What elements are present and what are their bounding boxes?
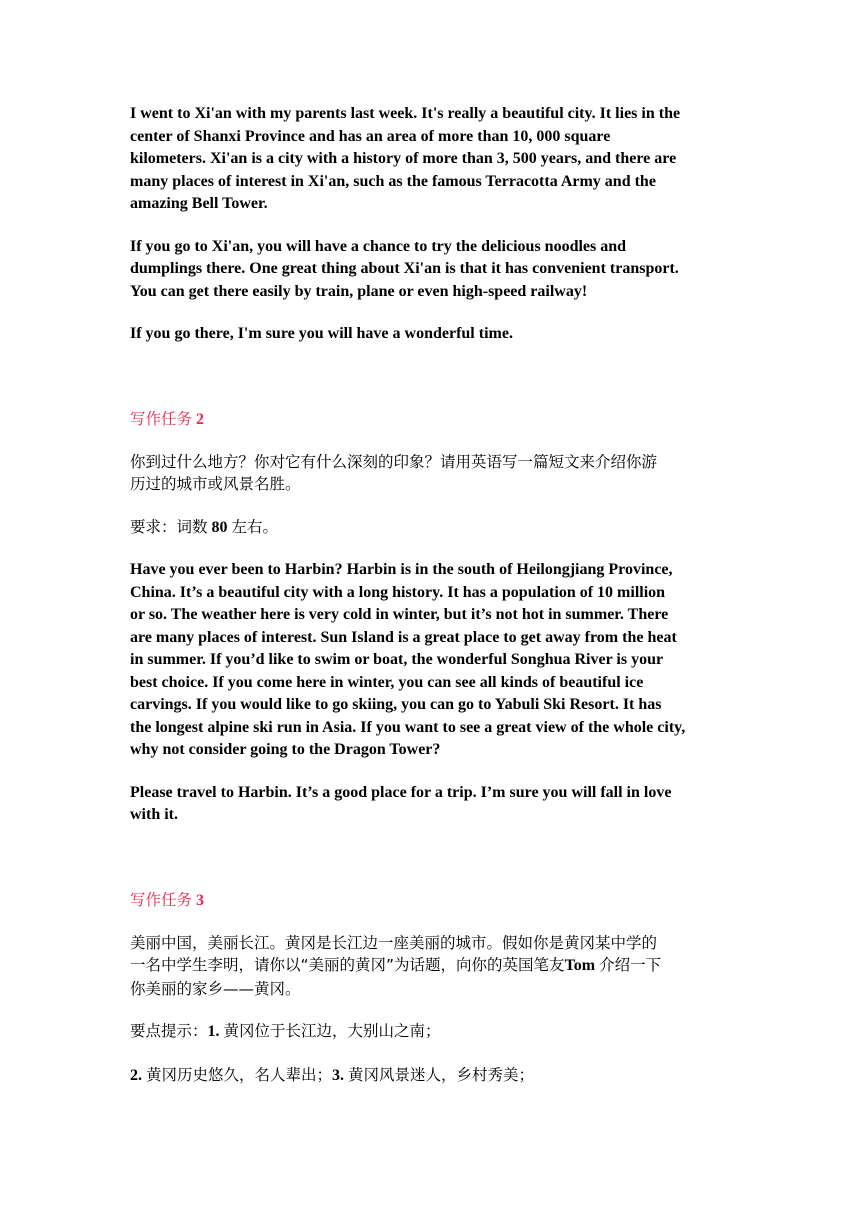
task2-heading: 写作任务 2 <box>130 409 205 428</box>
task3-prompt: 美丽中国，美丽长江。黄冈是长江边一座美丽的城市。假如你是黄冈某中学的 一名中学生李明，请你以“美丽的黄冈”为话题，向你的英国笔友Tom 介绍一下 你美丽的家乡——黄冈。 <box>130 933 662 998</box>
task2-closing: Please travel to Harbin. It’s a good place for a trip. I’m sure you will fall in love with it. <box>130 783 672 823</box>
task3-point1: 要点提示：1. 黄冈位于长江边，大别山之南； <box>130 1022 441 1040</box>
task2-requirement: 要求：词数 80 左右。 <box>130 517 279 536</box>
sample1-paragraph2: If you go to Xi'an, you will have a chance to try the delicious noodles and dumplings there. One great thing about Xi'an is that it has convenient transport. You can get there easily by train, plane or even high-speed railway! <box>130 237 679 300</box>
task3-heading: 写作任务 3 <box>130 890 205 909</box>
task3-points-2-3: 2. 黄冈历史悠久，名人辈出；3. 黄冈风景迷人，乡村秀美； <box>130 1065 535 1084</box>
document-page <box>130 103 742 1087</box>
task2-prompt: 你到过什么地方？你对它有什么深刻的印象？请用英语写一篇短文来介绍你游 历过的城市或风景名胜。 <box>130 452 658 493</box>
sample1-closing: If you go there, I'm sure you will have a wonderful time. <box>130 325 513 342</box>
task2-essay: Have you ever been to Harbin? Harbin is in the south of Heilongjiang Province, China. It’s a beautiful city with a long history. It has a population of 10 million or so. The weather here is very cold in winter, but it’s not hot in summer. There are many places of interest. Sun Island is a great place to get away from the heat in summer. If you’d like to swim or boat, the wonderful Songhua River is your best choice. If you come here in winter, you can see all kinds of beautiful ice carvings. If you would like to go skiing, you can go to Yabuli Ski Resort. It has the longest alpine ski run in Asia. If you want to see a great view of the whole city, why not consider going to the Dragon Tower? <box>130 561 686 758</box>
sample1-paragraph1: I went to Xi'an with my parents last week. It's really a beautiful city. It lies in the center of Shanxi Province and has an area of more than 10, 000 square kilometers. Xi'an is a city with a history of more than 3, 500 years, and there are many places of interest in Xi'an, such as the famous Terracotta Army and the amazing Bell Tower. <box>130 105 681 212</box>
